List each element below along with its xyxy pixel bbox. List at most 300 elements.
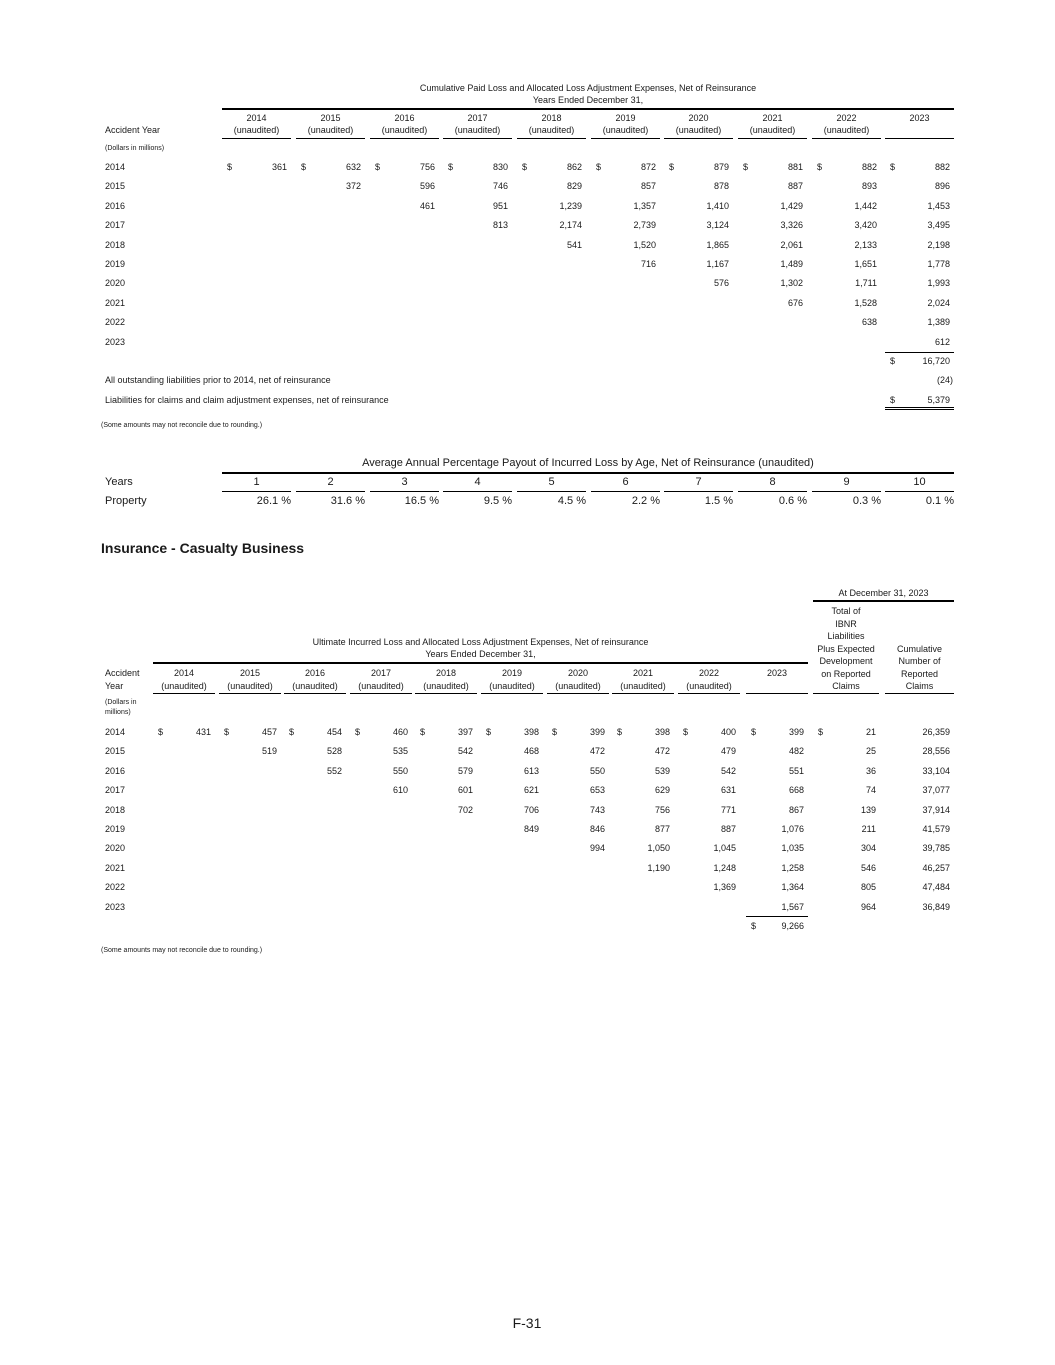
casualty-cell: 398 bbox=[523, 727, 539, 737]
payout-title-rule bbox=[222, 472, 954, 474]
casualty-cell: 1,567 bbox=[781, 901, 804, 912]
paid-cell: 893 bbox=[861, 181, 877, 192]
casualty-currency: $ bbox=[158, 727, 164, 737]
paid-col-sub: (unaudited) bbox=[307, 125, 354, 135]
payout-age-rule bbox=[885, 491, 954, 492]
paid-row-year: 2015 bbox=[105, 181, 126, 192]
paid-col-rule bbox=[517, 138, 586, 139]
casualty-cell: 706 bbox=[523, 804, 539, 815]
paid-cell: 1,357 bbox=[633, 200, 656, 211]
paid-cell: 1,429 bbox=[780, 200, 803, 211]
paid-liab-currency: $ bbox=[890, 395, 896, 405]
paid-cell: 676 bbox=[787, 297, 803, 308]
paid-cell: 879 bbox=[713, 162, 729, 172]
paid-cell: 576 bbox=[713, 278, 729, 289]
casualty-cell: 550 bbox=[392, 765, 408, 776]
casualty-col-rule bbox=[612, 693, 674, 694]
paid-cell: 3,420 bbox=[854, 220, 877, 231]
casualty-cell: 756 bbox=[654, 804, 670, 815]
casualty-cell: 629 bbox=[654, 785, 670, 796]
paid-cell: 2,739 bbox=[633, 220, 656, 231]
paid-total-currency: $ bbox=[890, 356, 896, 366]
casualty-cell: 1,369 bbox=[713, 882, 736, 893]
payout-age-rule bbox=[370, 491, 439, 492]
paid-col-sub: (unaudited) bbox=[381, 125, 428, 135]
payout-age: 9 bbox=[843, 476, 850, 488]
paid-cell: 3,124 bbox=[706, 220, 729, 231]
paid-cell: 813 bbox=[492, 220, 508, 231]
paid-cell: 632 bbox=[345, 162, 361, 172]
casualty-cell: 552 bbox=[326, 765, 342, 776]
casualty-cell: 460 bbox=[392, 727, 408, 737]
casualty-col-rule bbox=[415, 693, 477, 694]
paid-col-year: 2020 bbox=[688, 113, 709, 123]
paid-cell: 1,239 bbox=[559, 200, 582, 211]
payout-age: 10 bbox=[913, 476, 926, 488]
casualty-col-year: 2022 bbox=[698, 668, 720, 678]
casualty-cell: 550 bbox=[589, 765, 605, 776]
paid-cell: 878 bbox=[713, 181, 729, 192]
paid-cell: 1,302 bbox=[780, 278, 803, 289]
casualty-cell: 528 bbox=[326, 746, 342, 757]
casualty-col-sub: (unaudited) bbox=[227, 681, 273, 691]
paid-row-year: 2017 bbox=[105, 220, 126, 231]
casualty-cell: 397 bbox=[457, 727, 473, 737]
paid-cell: 1,442 bbox=[854, 200, 877, 211]
casualty-claims-cell: 33,104 bbox=[922, 765, 950, 776]
paid-cell: 1,528 bbox=[854, 297, 877, 308]
paid-col-year: 2021 bbox=[762, 113, 783, 123]
casualty-accident-label: Accident bbox=[105, 668, 140, 678]
casualty-currency: $ bbox=[751, 727, 757, 737]
paid-rounding-note: (Some amounts may not reconcile due to rounding.) bbox=[101, 422, 263, 429]
paid-currency: $ bbox=[817, 162, 823, 172]
paid-cell: 541 bbox=[566, 239, 582, 250]
paid-col-sub: (unaudited) bbox=[233, 125, 280, 135]
casualty-ibnr-cell: 25 bbox=[865, 746, 876, 757]
casualty-col-sub: (unaudited) bbox=[292, 681, 338, 691]
paid-currency: $ bbox=[375, 162, 381, 172]
paid-cell: 461 bbox=[419, 200, 435, 211]
paid-col-year: 2017 bbox=[467, 113, 488, 123]
casualty-claims-cell: 41,579 bbox=[922, 824, 950, 834]
casualty-title: Ultimate Incurred Loss and Allocated Loss Adjustment Expenses, Net of reinsurance bbox=[312, 637, 649, 647]
casualty-col-sub: (unaudited) bbox=[555, 681, 601, 691]
paid-cell: 882 bbox=[861, 162, 877, 172]
casualty-col-year: 2014 bbox=[173, 668, 195, 678]
casualty-col-rule bbox=[219, 693, 281, 694]
paid-cell: 881 bbox=[787, 162, 803, 172]
payout-age: 1 bbox=[253, 476, 260, 488]
payout-value: 1.5 % bbox=[704, 495, 733, 507]
casualty-col-rule bbox=[746, 693, 808, 694]
paid-liab-underline-2 bbox=[885, 409, 954, 410]
casualty-col-year: 2020 bbox=[567, 668, 589, 678]
casualty-cell: 702 bbox=[457, 804, 473, 815]
casualty-col-rule bbox=[481, 693, 543, 694]
casualty-cell: 431 bbox=[195, 727, 211, 737]
casualty-col-sub: (unaudited) bbox=[489, 681, 535, 691]
casualty-cell: 867 bbox=[788, 804, 804, 815]
paid-col-rule bbox=[885, 138, 954, 139]
paid-total-value: 16,720 bbox=[922, 356, 950, 366]
payout-value: 0.6 % bbox=[778, 495, 807, 507]
casualty-cell: 994 bbox=[589, 843, 605, 854]
paid-cell: 638 bbox=[861, 317, 877, 328]
casualty-total-value: 9,266 bbox=[781, 921, 804, 931]
casualty-row-year: 2020 bbox=[105, 843, 126, 854]
ibnr-header-line: IBNR bbox=[835, 618, 857, 629]
paid-cell: 361 bbox=[271, 162, 287, 172]
payout-age: 7 bbox=[695, 476, 702, 488]
casualty-cell: 454 bbox=[326, 727, 342, 737]
paid-cell: 1,993 bbox=[927, 278, 950, 289]
casualty-claims-cell: 26,359 bbox=[922, 727, 950, 737]
ibnr-header-line: Plus Expected bbox=[817, 643, 875, 654]
casualty-cell: 1,045 bbox=[713, 843, 736, 854]
casualty-cell: 846 bbox=[589, 824, 605, 834]
payout-age-rule bbox=[812, 491, 881, 492]
payout-value: 16.5 % bbox=[404, 495, 439, 507]
casualty-cell: 1,364 bbox=[781, 882, 804, 893]
paid-row-year: 2021 bbox=[105, 297, 126, 308]
payout-value: 4.5 % bbox=[557, 495, 586, 507]
casualty-dollars-note-1: (Dollars in bbox=[105, 699, 137, 706]
claims-header-line: Reported bbox=[900, 668, 939, 679]
casualty-row-year: 2022 bbox=[105, 882, 126, 893]
ibnr-header-rule bbox=[813, 693, 879, 694]
paid-col-year: 2015 bbox=[320, 113, 341, 123]
paid-col-year: 2019 bbox=[615, 113, 636, 123]
paid-row-year: 2016 bbox=[105, 200, 126, 211]
paid-col-rule bbox=[370, 138, 439, 139]
paid-header-rule bbox=[222, 108, 954, 110]
casualty-cell: 1,190 bbox=[647, 862, 670, 873]
paid-dollars-note: (Dollars in millions) bbox=[105, 145, 165, 152]
paid-row-year: 2022 bbox=[105, 317, 126, 328]
payout-value: 9.5 % bbox=[483, 495, 512, 507]
casualty-cell: 613 bbox=[523, 765, 539, 776]
payout-age: 2 bbox=[327, 476, 334, 488]
casualty-row-year: 2021 bbox=[105, 862, 126, 873]
paid-cell: 3,326 bbox=[780, 220, 803, 231]
paid-col-sub: (unaudited) bbox=[602, 125, 649, 135]
paid-col-rule bbox=[222, 138, 291, 139]
paid-currency: $ bbox=[669, 162, 675, 172]
paid-col-sub: (unaudited) bbox=[823, 125, 870, 135]
casualty-row-year: 2017 bbox=[105, 785, 126, 796]
paid-cell: 1,711 bbox=[855, 278, 877, 289]
paid-currency: $ bbox=[596, 162, 602, 172]
casualty-currency: $ bbox=[420, 727, 426, 737]
paid-col-rule bbox=[812, 138, 881, 139]
paid-row-year: 2019 bbox=[105, 259, 126, 269]
paid-title: Cumulative Paid Loss and Allocated Loss Adjustment Expenses, Net of Reinsurance bbox=[419, 83, 757, 93]
paid-cell: 872 bbox=[640, 162, 656, 172]
page-number: F-31 bbox=[512, 1315, 542, 1331]
casualty-col-year: 2023 bbox=[766, 668, 788, 678]
payout-age-rule bbox=[517, 491, 586, 492]
paid-cell: 716 bbox=[640, 259, 656, 269]
paid-row-year: 2020 bbox=[105, 278, 126, 289]
casualty-row-year: 2019 bbox=[105, 824, 126, 834]
paid-col-year: 2014 bbox=[246, 113, 267, 123]
payout-row-label: Property bbox=[105, 495, 147, 507]
payout-age-rule bbox=[591, 491, 660, 492]
paid-liab-value: 5,379 bbox=[927, 395, 950, 405]
casualty-total-rule bbox=[746, 916, 808, 917]
paid-cell: 862 bbox=[566, 162, 582, 172]
casualty-col-sub: (unaudited) bbox=[161, 681, 207, 691]
casualty-col-year: 2017 bbox=[370, 668, 392, 678]
paid-currency: $ bbox=[227, 162, 233, 172]
casualty-rounding-note: (Some amounts may not reconcile due to rounding.) bbox=[101, 947, 263, 954]
paid-cell: 1,410 bbox=[706, 200, 729, 211]
casualty-claims-cell: 37,077 bbox=[922, 785, 950, 796]
casualty-at-dec-rule bbox=[813, 600, 954, 602]
paid-col-rule bbox=[296, 138, 365, 139]
casualty-col-rule bbox=[350, 693, 412, 694]
claims-header-line: Number of bbox=[898, 656, 941, 666]
payout-age: 8 bbox=[769, 476, 776, 488]
paid-cell: 612 bbox=[934, 336, 950, 347]
casualty-ibnr-cell: 21 bbox=[865, 727, 876, 737]
casualty-col-rule bbox=[153, 693, 215, 694]
payout-value: 0.3 % bbox=[852, 495, 881, 507]
paid-col-year: 2022 bbox=[836, 113, 857, 123]
paid-cell: 1,520 bbox=[633, 239, 656, 250]
paid-cell: 2,198 bbox=[927, 239, 950, 250]
paid-subtitle: Years Ended December 31, bbox=[532, 95, 644, 105]
casualty-year-label: Year bbox=[105, 681, 124, 691]
paid-cell: 3,495 bbox=[927, 220, 950, 231]
casualty-claims-cell: 36,849 bbox=[922, 901, 950, 912]
paid-cell: 1,167 bbox=[706, 259, 729, 269]
casualty-cell: 653 bbox=[589, 785, 605, 796]
payout-age-rule bbox=[222, 491, 291, 492]
paid-cell: 1,389 bbox=[927, 317, 950, 328]
casualty-currency: $ bbox=[289, 727, 295, 737]
casualty-cell: 887 bbox=[720, 824, 736, 834]
casualty-ibnr-cell: 36 bbox=[865, 765, 876, 776]
paid-col-rule bbox=[591, 138, 660, 139]
casualty-cell: 1,076 bbox=[781, 824, 804, 834]
claims-header-line: Cumulative bbox=[896, 643, 943, 654]
casualty-cell: 849 bbox=[523, 824, 539, 834]
paid-cell: 1,865 bbox=[706, 239, 729, 250]
ibnr-header-line: Total of bbox=[831, 606, 861, 616]
casualty-col-year: 2019 bbox=[501, 668, 523, 678]
casualty-currency: $ bbox=[486, 727, 492, 737]
casualty-cell: 519 bbox=[261, 746, 277, 757]
casualty-cell: 631 bbox=[720, 785, 736, 796]
casualty-ibnr-cell: 964 bbox=[860, 901, 876, 912]
casualty-cell: 610 bbox=[392, 785, 408, 796]
casualty-cell: 1,258 bbox=[781, 862, 804, 873]
paid-cell: 2,024 bbox=[927, 297, 950, 308]
casualty-cell: 482 bbox=[788, 746, 804, 757]
payout-years-label: Years bbox=[105, 476, 133, 488]
payout-age: 5 bbox=[548, 476, 555, 488]
casualty-cell: 621 bbox=[523, 785, 539, 796]
casualty-currency: $ bbox=[552, 727, 558, 737]
casualty-cell: 399 bbox=[589, 727, 605, 737]
ibnr-header-line: Claims bbox=[832, 681, 860, 691]
casualty-at-dec: At December 31, 2023 bbox=[838, 588, 929, 598]
paid-liab-label: Liabilities for claims and claim adjustment expenses, net of reinsurance bbox=[105, 395, 389, 405]
paid-accident-year-label: Accident Year bbox=[105, 125, 161, 135]
paid-cell: 857 bbox=[640, 181, 656, 192]
casualty-cell: 398 bbox=[654, 727, 670, 737]
casualty-section-title: Insurance - Casualty Business bbox=[101, 540, 305, 556]
paid-col-year: 2016 bbox=[394, 113, 415, 123]
casualty-col-rule bbox=[547, 693, 609, 694]
payout-age: 6 bbox=[622, 476, 629, 488]
paid-row-year: 2014 bbox=[105, 162, 126, 172]
claims-header-rule bbox=[885, 693, 954, 694]
payout-value: 26.1 % bbox=[256, 495, 291, 507]
casualty-row-year: 2014 bbox=[105, 727, 126, 737]
casualty-col-sub: (unaudited) bbox=[423, 681, 469, 691]
paid-cell: 596 bbox=[419, 181, 435, 192]
casualty-col-year: 2018 bbox=[435, 668, 457, 678]
payout-value: 31.6 % bbox=[330, 495, 365, 507]
paid-cell: 1,489 bbox=[780, 259, 803, 269]
paid-cell: 887 bbox=[787, 181, 803, 192]
paid-col-rule bbox=[443, 138, 512, 139]
paid-prior-label: All outstanding liabilities prior to 2014, net of reinsurance bbox=[105, 375, 331, 385]
casualty-col-sub: (unaudited) bbox=[620, 681, 666, 691]
casualty-claims-cell: 46,257 bbox=[922, 862, 950, 873]
casualty-cell: 399 bbox=[788, 727, 804, 737]
paid-cell: 1,651 bbox=[854, 259, 877, 269]
paid-cell: 882 bbox=[934, 162, 950, 172]
casualty-claims-cell: 47,484 bbox=[922, 882, 950, 893]
casualty-ibnr-currency: $ bbox=[818, 727, 824, 737]
paid-currency: $ bbox=[890, 162, 896, 172]
casualty-cell: 468 bbox=[523, 746, 539, 757]
casualty-cell: 539 bbox=[654, 765, 670, 776]
paid-cell: 2,174 bbox=[559, 220, 582, 231]
paid-row-year: 2023 bbox=[105, 336, 126, 347]
casualty-col-year: 2015 bbox=[239, 668, 261, 678]
casualty-currency: $ bbox=[224, 727, 230, 737]
paid-cell: 1,453 bbox=[927, 200, 950, 211]
casualty-cell: 400 bbox=[720, 727, 736, 737]
paid-currency: $ bbox=[522, 162, 528, 172]
casualty-ibnr-cell: 74 bbox=[865, 785, 876, 796]
paid-col-rule bbox=[738, 138, 807, 139]
paid-row-year: 2018 bbox=[105, 239, 126, 250]
claims-header-line: Claims bbox=[905, 681, 934, 691]
casualty-cell: 542 bbox=[457, 746, 473, 757]
casualty-cell: 743 bbox=[589, 804, 605, 815]
casualty-cell: 1,035 bbox=[781, 843, 804, 854]
paid-col-rule bbox=[664, 138, 733, 139]
casualty-claims-cell: 39,785 bbox=[922, 843, 950, 854]
casualty-total-currency: $ bbox=[751, 921, 757, 931]
payout-title: Average Annual Percentage Payout of Incurred Loss by Age, Net of Reinsurance (unaudited) bbox=[362, 457, 814, 469]
paid-currency: $ bbox=[301, 162, 307, 172]
casualty-cell: 579 bbox=[457, 765, 473, 776]
casualty-cell: 1,248 bbox=[713, 862, 736, 873]
casualty-cell: 472 bbox=[654, 746, 670, 757]
paid-cell: 2,133 bbox=[854, 239, 877, 250]
payout-age-rule bbox=[443, 491, 512, 492]
payout-value: 2.2 % bbox=[631, 495, 660, 507]
paid-col-year: 2018 bbox=[541, 113, 562, 123]
ibnr-header-line: Liabilities bbox=[827, 631, 865, 641]
casualty-claims-cell: 28,556 bbox=[922, 746, 950, 757]
payout-age: 4 bbox=[474, 476, 481, 488]
payout-age-rule bbox=[664, 491, 733, 492]
casualty-header-rule bbox=[153, 662, 808, 664]
paid-col-sub: (unaudited) bbox=[675, 125, 722, 135]
paid-cell: 896 bbox=[934, 181, 950, 192]
casualty-cell: 1,050 bbox=[647, 843, 670, 854]
casualty-ibnr-cell: 304 bbox=[860, 843, 876, 854]
casualty-col-rule bbox=[678, 693, 740, 694]
paid-cell: 756 bbox=[419, 162, 435, 172]
casualty-cell: 668 bbox=[788, 785, 804, 796]
paid-col-sub: (unaudited) bbox=[749, 125, 796, 135]
payout-value: 0.1 % bbox=[925, 495, 954, 507]
casualty-ibnr-cell: 546 bbox=[860, 862, 876, 873]
casualty-cell: 479 bbox=[720, 746, 736, 757]
payout-age: 3 bbox=[401, 476, 408, 488]
casualty-ibnr-cell: 211 bbox=[861, 824, 876, 834]
casualty-col-sub: (unaudited) bbox=[686, 681, 732, 691]
ibnr-header-line: on Reported bbox=[821, 668, 871, 679]
casualty-claims-cell: 37,914 bbox=[922, 804, 950, 815]
casualty-row-year: 2018 bbox=[105, 804, 126, 815]
casualty-cell: 601 bbox=[457, 785, 473, 796]
ibnr-header-line: Development bbox=[819, 656, 873, 666]
casualty-col-year: 2021 bbox=[632, 668, 654, 678]
paid-cell: 1,778 bbox=[927, 259, 950, 269]
casualty-ibnr-cell: 139 bbox=[860, 804, 876, 815]
casualty-row-year: 2015 bbox=[105, 746, 126, 757]
paid-cell: 830 bbox=[492, 162, 508, 172]
paid-cell: 829 bbox=[566, 181, 582, 192]
casualty-col-sub: (unaudited) bbox=[358, 681, 404, 691]
casualty-subtitle: Years Ended December 31, bbox=[425, 649, 536, 659]
casualty-currency: $ bbox=[683, 727, 689, 737]
casualty-cell: 771 bbox=[720, 804, 736, 815]
paid-cell: 2,061 bbox=[780, 239, 803, 250]
paid-col-year: 2023 bbox=[909, 113, 930, 123]
casualty-currency: $ bbox=[355, 727, 361, 737]
paid-cell: 746 bbox=[492, 181, 508, 192]
paid-currency: $ bbox=[448, 162, 454, 172]
casualty-col-year: 2016 bbox=[304, 668, 326, 678]
paid-cell: 372 bbox=[345, 181, 361, 192]
casualty-cell: 551 bbox=[788, 765, 804, 776]
casualty-row-year: 2016 bbox=[105, 765, 126, 776]
casualty-row-year: 2023 bbox=[105, 901, 126, 912]
paid-total-rule bbox=[885, 352, 954, 353]
casualty-cell: 542 bbox=[720, 765, 736, 776]
casualty-cell: 472 bbox=[589, 746, 605, 757]
paid-col-sub: (unaudited) bbox=[454, 125, 501, 135]
casualty-currency: $ bbox=[617, 727, 623, 737]
paid-prior-value: (24) bbox=[936, 375, 953, 385]
paid-col-sub: (unaudited) bbox=[528, 125, 575, 135]
paid-currency: $ bbox=[743, 162, 749, 172]
payout-age-rule bbox=[296, 491, 365, 492]
paid-liab-underline-1 bbox=[885, 407, 954, 408]
casualty-ibnr-cell: 805 bbox=[860, 882, 876, 893]
